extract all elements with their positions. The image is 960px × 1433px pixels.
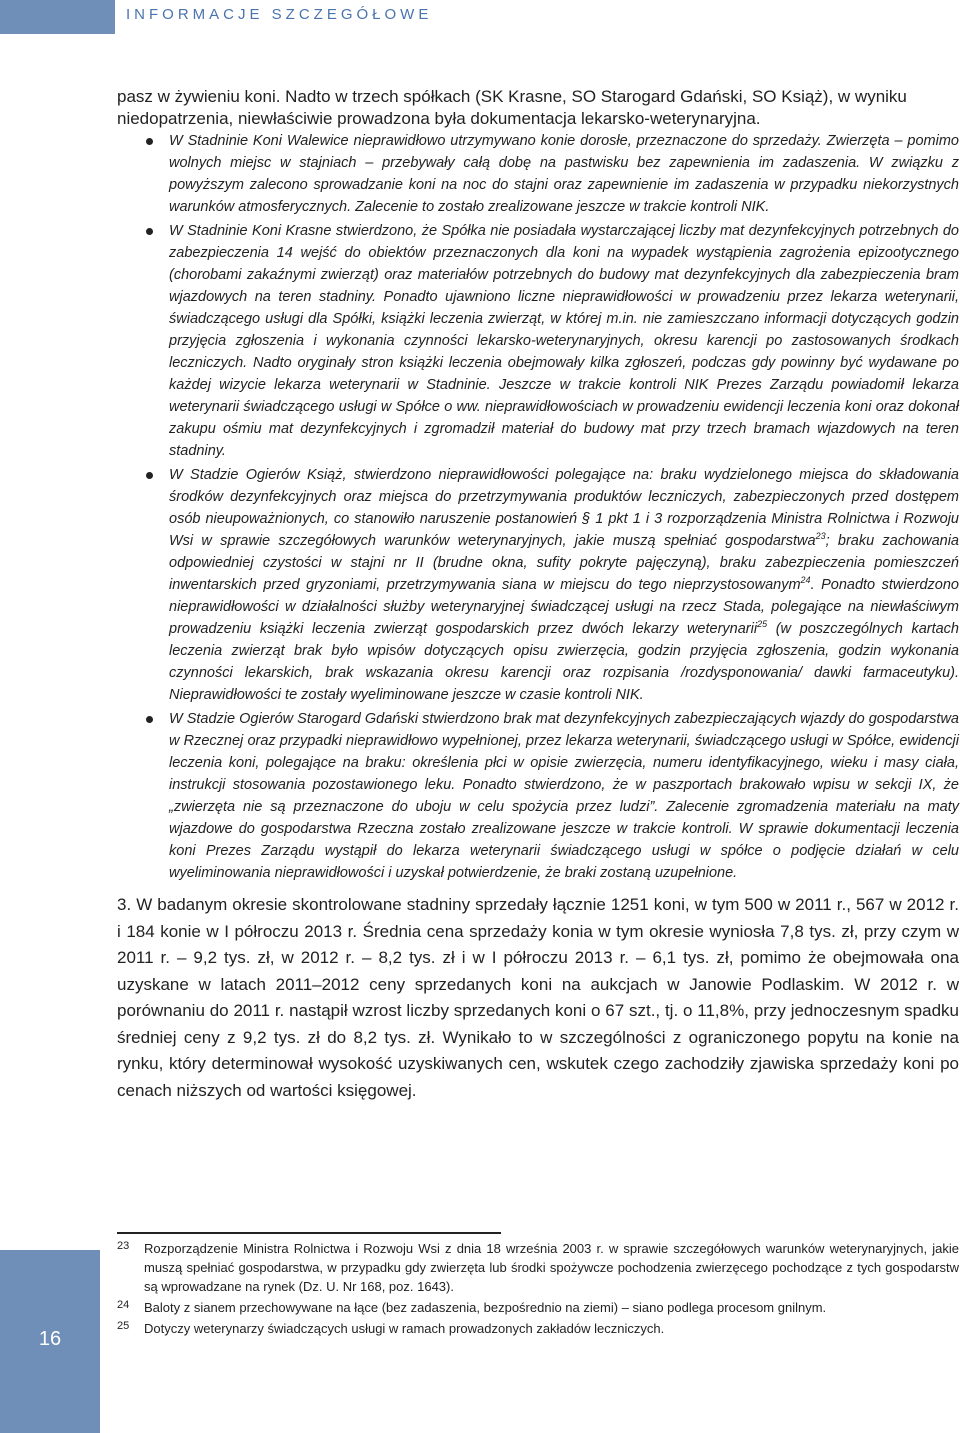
footnote-number: 25 (117, 1320, 130, 1332)
list-item-text: W Stadzie Ogierów Starogard Gdański stwierdzono brak mat dezynfekcyjnych zabezpieczających wjazdy do gospodarstwa w Rzecznej oraz przypadki nieprawidłowo wypełnionej, przez lekarza weterynarii, świadczącego usługi w Spółce, ewidencji leczenia koni, polegające na braku: określenia płci w opisie zwierzęcia, numeru identyfikacyjnego, wieku i masy ciała, instrukcji stosowania pozostawionego leku. Ponadto stwierdzono, że w paszportach brakowało wpisu w sekcji IX, że „zwierzęta nie są przeznaczone do uboju w celu spożycia przez ludzi”. Zalecenie zgromadzenia materiału na maty wjazdowe do gospodarstwa Rzeczna zostało zrealizowane jeszcze w trakcie kontroli. W sprawie dokumentacji leczenia koni Prezes Zarządu wystąpił do lekarza weterynarii świadczącego usługi w spółce o podjęcie działań w celu wyeliminowania nieprawidłowości i uzyskał potwierdzenie, że braki zostaną uzupełnione. (169, 711, 959, 881)
footnote-item (117, 1239, 959, 1296)
footnote-item (117, 1298, 959, 1317)
footnote-text: Rozporządzenie Ministra Rolnictwa i Rozwoju Wsi z dnia 18 września 2003 r. w sprawie szczegółowych warunków weterynaryjnych, jakie muszą spełniać gospodarstwa, w przypadku gdy zwierzęta lub środki spożywcze pochodzenia zwierzęcego pochodzące z tych gospodarstw są wprowadzane na rynek (Dz. U. Nr 168, poz. 1643). (144, 1241, 959, 1294)
footnote-divider (117, 1232, 501, 1234)
intro-paragraph: pasz w żywieniu koni. Nadto w trzech spółkach (SK Krasne, SO Starogard Gdański, SO Książ), w wyniku niedopatrzenia, niewłaściwie prowadzona była dokumentacja lekarsko-weterynaryjna. (117, 87, 907, 128)
footnote-number: 23 (117, 1240, 130, 1252)
page-number: 16 (38, 1328, 62, 1350)
findings-list (117, 130, 959, 884)
footnote-item (117, 1319, 959, 1338)
footnote-ref: 25 (757, 619, 768, 630)
list-item (117, 130, 959, 218)
footnotes (117, 1239, 959, 1340)
list-item (117, 220, 959, 462)
list-item-text (169, 464, 959, 706)
list-item-text-part: ; braku zachowania odpowiedniej czystości w stajni nr II (brudne okna, sufity pokryte pajęczyną), braku zabezpieczenia pomieszczeń inwentarskich przed gryzoniami, przetrzymywania siana w miejscu do tego nieprzystosowanym (169, 533, 960, 593)
footnote-ref: 23 (815, 531, 826, 542)
bullet-icon (146, 228, 153, 235)
bullet-icon (146, 138, 153, 145)
bullet-icon (146, 472, 153, 479)
list-item-text: W Stadninie Koni Krasne stwierdzono, że Spółka nie posiadała wystarczającej liczby mat dezynfekcyjnych potrzebnych do zabezpieczenia 14 wejść do obiektów przeznaczonych dla koni na wypadek wystąpienia zagrożenia epizootycznego (chorobami zakaźnymi zwierząt) oraz materiałów potrzebnych do budowy mat dezynfekcyjnych dla zabezpieczenia bram wjazdowych na teren stadniny. Ponadto ujawniono liczne nieprawidłowości w prowadzeniu przez lekarza weterynarii, świadczącego usługi dla Spółki, książki leczenia zwierząt, w której m.in. nie zamieszczano informacji dotyczących godzin przyjęcia zgłoszenia i wykonania czynności lekarsko-weterynaryjnych, okresu karencji po zastosowanych środkach leczniczych. Nadto oryginały stron książki leczenia obejmowały kilka zgłoszeń, podczas gdy powinny być wydawane po każdej wizycie lekarza weterynarii w Stadninie. Jeszcze w trakcie kontroli NIK Prezes Zarządu powiadomił lekarza weterynarii świadczącego usługi w Spółce o ww. nieprawidłowościach w prowadzeniu ewidencji leczenia koni oraz dokonał zakupu ośmiu mat dezynfekcyjnych i zgromadził materiał do budowy mat przy trzech bramach wjazdowych na teren stadniny. (169, 223, 959, 459)
paragraph-three: 3. W badanym okresie skontrolowane stadniny sprzedały łącznie 1251 koni, w tym 500 w 2011 r., 567 w 2012 r. i 184 konie w I półroczu 2013 r. Średnia cena sprzedaży konia w tym okresie wyniosła 7,8 tys. zł, przy czym w 2011 r. – 9,2 tys. zł, w 2012 r. – 8,2 tys. zł i w I półroczu 2013 r. – 6,1 tys. zł, pomimo że obejmowała ona uzyskane w latach 2011–2012 ceny sprzedanych koni na aukcjach w Janowie Podlaskim. W 2012 r. w porównaniu do 2011 r. nastąpił wzrost liczby sprzedanych koni o 67 szt., tj. o 11,8%, przy jednoczesnym spadku średniej ceny z 9,2 tys. zł do 8,2 tys. zł. Wynikało to w szczególności z ograniczonego popytu na konie na rynku, który determinował wysokość uzyskiwanych cen, wskutek czego zachodziły zjawiska sprzedaży koni po cenach niższych od wartości księgowej. (117, 895, 959, 1100)
footnote-text: Dotyczy weterynarzy świadczących usługi w ramach prowadzonych zakładów leczniczych. (144, 1321, 665, 1336)
list-item-text-part: . Ponadto stwierdzono nieprawidłowości w działalności służby weterynaryjnej świadczącej usługi na rzecz Stada, polegające na niewłaściwym prowadzeniu książki leczenia zwierząt gospodarskich przez dwóch lekarzy weterynarii (169, 577, 959, 637)
list-item-text-part: (w poszczególnych kartach leczenia zwierząt brak było wpisów dotyczących opisu zwierzęcia, godzin przyjęcia zgłoszenia, godzin wykonania czynności lekarskich, brak wskazania okresu karencji oraz rozpisania /rozdysponowania/ dawki farmaceutyku). Nieprawidłowości te zostały wyeliminowane jeszcze w czasie kontroli NIK. (169, 621, 959, 703)
bullet-icon (146, 716, 153, 723)
list-item (117, 464, 959, 706)
list-item-text-part: W Stadzie Ogierów Książ, stwierdzono nieprawidłowości polegające na: braku wydzielonego miejsca do składowania środków dezynfekcyjnych oraz miejsca do przetrzymywania produktów leczniczych, zabezpieczonych przed dostępem osób nieupoważnionych, co stanowiło naruszenie postanowień § 1 pkt 1 i 3 rozporządzenia Ministra Rolnictwa i Rozwoju Wsi w sprawie szczegółowych warunków weterynaryjnych, jakie muszą spełniać gospodarstwa (169, 467, 959, 549)
footnote-text: Baloty z sianem przechowywane na łące (bez zadaszenia, bezpośrednio na ziemi) – siano podlega procesom gnilnym. (144, 1300, 827, 1315)
header-accent-block (0, 0, 115, 34)
section-title: INFORMACJE SZCZEGÓŁOWE (126, 6, 433, 23)
page-header (0, 0, 960, 36)
footnote-number: 24 (117, 1299, 130, 1311)
main-content (117, 86, 959, 1104)
list-item (117, 708, 959, 884)
list-item-text: W Stadninie Koni Walewice nieprawidłowo utrzymywano konie dorosłe, przeznaczone do sprzedaży. Zwierzęta – pomimo wolnych miejsc w stajniach – przebywały całą dobę na pastwisku bez zapewnienia im zadaszenia. W związku z powyższym zalecono sprowadzanie koni na noc do stajni oraz zapewnienie im zadaszenia w przypadku niekorzystnych warunków atmosferycznych. Zalecenie to zostało zrealizowane jeszcze w trakcie kontroli NIK. (169, 133, 959, 215)
footnote-ref: 24 (800, 575, 811, 586)
